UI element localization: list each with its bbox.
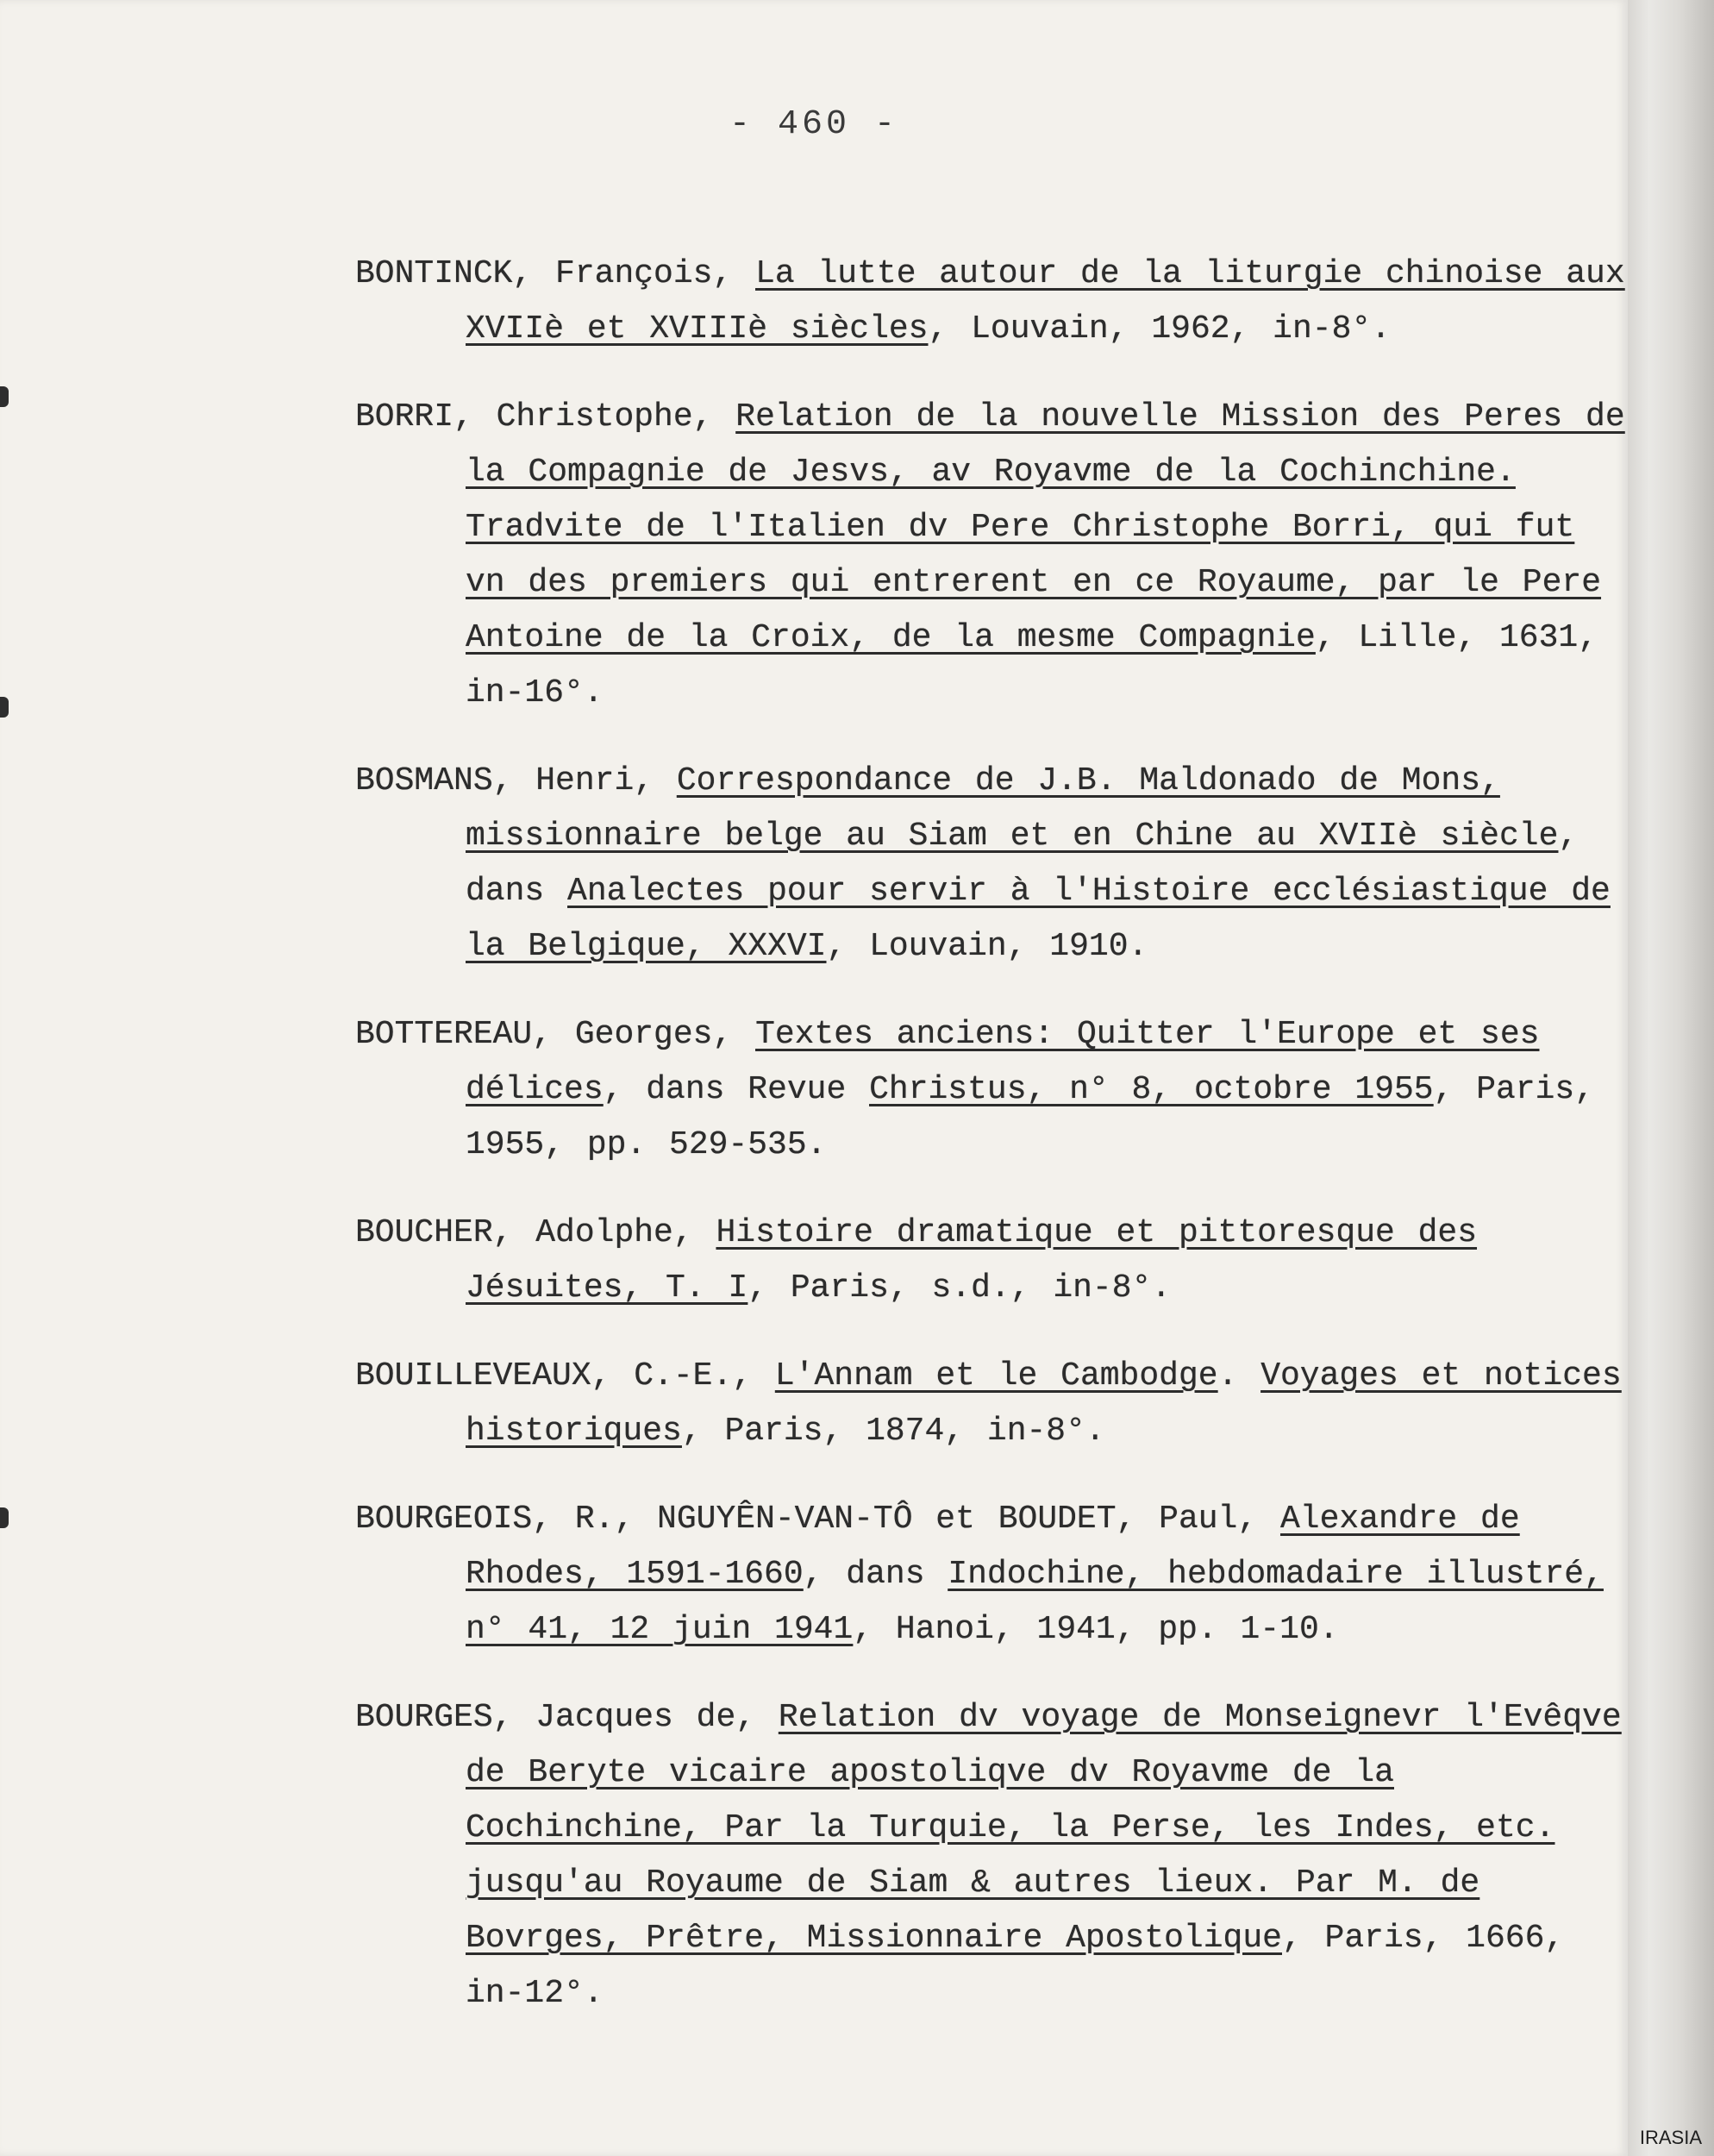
entry-title: Relation de la nouvelle Mission des Peres de la Compagnie de Jesvs, av Royavme de la Cochinchine. Tradvite de l'Italien dv Pere Christophe Borri, qui fut vn des premiers qui entrerent en ce Royaume, par le Pere Antoine de la Croix, de la mesme Compagnie	[466, 398, 1625, 656]
entry-author: BOUCHER, Adolphe,	[355, 1214, 716, 1251]
page-number: - 460 -	[729, 105, 899, 144]
bibliography-entry	[355, 390, 1631, 721]
entry-details: , Paris, 1666, in-12°.	[466, 1920, 1565, 2012]
binding-hole	[0, 386, 9, 407]
entry-details: , Paris, s.d., in-8°.	[748, 1269, 1172, 1307]
entry-author: BOUILLEVEAUX, C.-E.,	[355, 1357, 775, 1395]
entry-title: Correspondance de J.B. Maldonado de Mons, missionnaire belge au Siam et en Chine au XVIIè siècle	[466, 762, 1559, 855]
entry-connector: .	[1217, 1357, 1261, 1395]
watermark: IRASIA	[1639, 2127, 1702, 2148]
entry-details: , Louvain, 1910.	[826, 928, 1148, 965]
bibliography-list	[355, 214, 1631, 2044]
paper-edge	[1628, 0, 1714, 2156]
entry-author: BOURGES, Jacques de,	[355, 1699, 779, 1736]
entry-details: , Lille, 1631, in-16°.	[466, 619, 1598, 711]
bibliography-entry	[355, 1492, 1631, 1658]
entry-title: Relation dv voyage de Monseignevr l'Evêqve de Beryte vicaire apostoliqve dv Royavme de la Cochinchine, Par la Turquie, la Perse, les Indes, etc. jusqu'au Royaume de Siam & autres lieux. Par M. de Bovrges, Prêtre, Missionnaire Apostolique	[466, 1699, 1622, 1957]
entry-title: Histoire dramatique et pittoresque des Jésuites, T. I	[466, 1214, 1478, 1307]
bibliography-entry	[355, 1007, 1631, 1173]
entry-connector: , dans	[803, 1556, 948, 1593]
binding-hole	[0, 697, 9, 718]
bibliography-entry	[355, 754, 1631, 975]
entry-title: Textes anciens: Quitter l'Europe et ses délices	[466, 1016, 1540, 1108]
entry-series-title: Voyages et notices historiques	[466, 1357, 1622, 1450]
entry-series-title: Christus, n° 8, octobre 1955	[869, 1071, 1434, 1108]
entry-author: BONTINCK, François,	[355, 255, 756, 292]
entry-series-title: Analectes pour servir à l'Histoire ecclésiastique de la Belgique, XXXVI	[466, 873, 1611, 965]
entry-connector: , dans	[466, 818, 1579, 910]
bibliography-entry	[355, 1349, 1631, 1459]
entry-title: L'Annam et le Cambodge	[774, 1357, 1218, 1395]
entry-author: BOTTEREAU, Georges,	[355, 1016, 756, 1053]
entry-connector: , dans Revue	[603, 1071, 870, 1108]
entry-details: , Paris, 1955, pp. 529-535.	[466, 1071, 1595, 1163]
bibliography-entry	[355, 1206, 1631, 1316]
entry-author: BORRI, Christophe,	[355, 398, 736, 436]
bibliography-entry	[355, 247, 1631, 357]
entry-details: , Hanoi, 1941, pp. 1-10.	[853, 1611, 1339, 1648]
entry-author: BOURGEOIS, R., NGUYÊN-VAN-TÔ et BOUDET, Paul,	[355, 1501, 1280, 1538]
entry-series-title: Indochine, hebdomadaire illustré, n° 41, 12 juin 1941	[466, 1556, 1604, 1648]
entry-author: BOSMANS, Henri,	[355, 762, 677, 799]
entry-details: , Louvain, 1962, in-8°.	[928, 310, 1391, 348]
bibliography-entry	[355, 1690, 1631, 2021]
entry-details: , Paris, 1874, in-8°.	[681, 1413, 1105, 1450]
entry-title: Alexandre de Rhodes, 1591-1660	[466, 1501, 1520, 1593]
binding-hole	[0, 1507, 9, 1528]
entry-title: La lutte autour de la liturgie chinoise aux XVIIè et XVIIIè siècles	[466, 255, 1625, 348]
